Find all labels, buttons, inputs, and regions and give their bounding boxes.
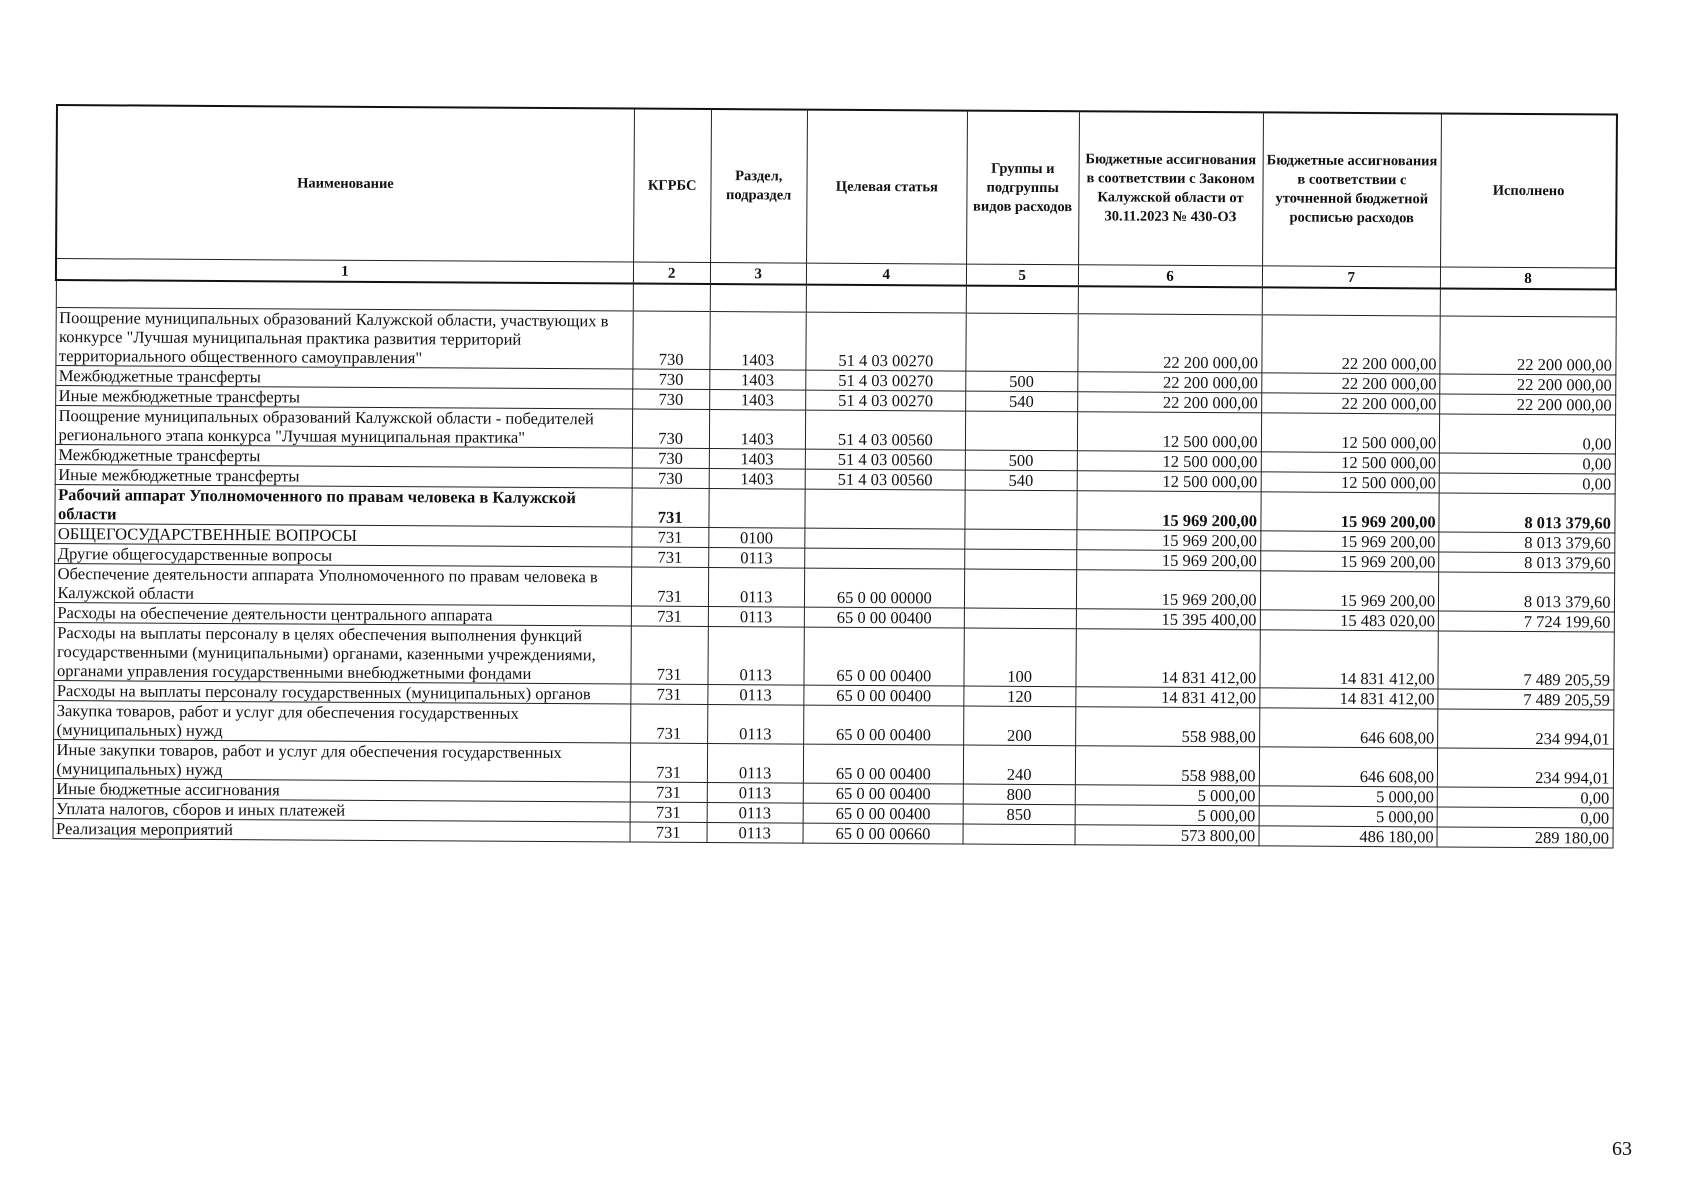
cell-refined-amount: 12 500 000,00 xyxy=(1261,413,1440,453)
cell-target: 51 4 03 00560 xyxy=(805,469,965,490)
cell-refined-amount: 14 831 412,00 xyxy=(1260,630,1439,689)
cell-executed-amount: 289 180,00 xyxy=(1437,827,1612,848)
cell-kgrbs: 730 xyxy=(633,369,710,389)
cell-target: 65 0 00 00400 xyxy=(804,685,964,706)
cell-group: 500 xyxy=(965,450,1077,471)
cell-law-amount: 573 800,00 xyxy=(1075,825,1259,846)
cell-target: 51 4 03 00560 xyxy=(805,449,965,470)
cell-target: 51 4 03 00270 xyxy=(806,370,966,391)
cell-name: Иные межбюджетные трансферты xyxy=(55,386,632,410)
column-number: 3 xyxy=(710,262,807,284)
cell-target: 65 0 00 00400 xyxy=(803,705,963,745)
cell-law-amount: 5 000,00 xyxy=(1075,785,1259,806)
cell-section: 0113 xyxy=(707,743,804,783)
cell-refined-amount: 12 500 000,00 xyxy=(1261,472,1440,493)
cell-section: 1403 xyxy=(709,448,806,469)
cell-law-amount: 12 500 000,00 xyxy=(1077,412,1261,452)
cell-kgrbs: 730 xyxy=(633,311,710,369)
cell-section: 0113 xyxy=(708,547,805,568)
cell-name: Другие общегосударственные вопросы xyxy=(54,543,631,567)
cell-name: ОБЩЕГОСУДАРСТВЕННЫЕ ВОПРОСЫ xyxy=(54,523,631,547)
cell-target: 65 0 00 00000 xyxy=(804,568,964,608)
cell-executed-amount: 0,00 xyxy=(1437,807,1612,828)
cell-group: 540 xyxy=(965,470,1077,491)
cell-kgrbs: 731 xyxy=(632,547,709,567)
cell-law-amount: 22 200 000,00 xyxy=(1077,392,1261,413)
cell-executed-amount: 0,00 xyxy=(1440,414,1616,454)
cell-section: 0113 xyxy=(707,802,804,823)
cell-kgrbs: 731 xyxy=(631,606,708,626)
cell-target: 51 4 03 00560 xyxy=(805,410,965,450)
cell-kgrbs: 731 xyxy=(630,802,707,822)
budget-table xyxy=(52,104,1618,849)
cell-name: Поощрение муниципальных образований Калужской области, участвующих в конкурсе "Лучшая муниципальная практика развития территорий территориального общественного самоуправления" xyxy=(55,308,633,370)
cell-executed-amount: 0,00 xyxy=(1437,787,1612,808)
cell-law-amount: 558 988,00 xyxy=(1075,746,1259,786)
column-number: 1 xyxy=(56,259,633,284)
cell-refined-amount: 15 483 020,00 xyxy=(1260,610,1439,631)
header-refined: Бюджетные ассигнования в соответствии с уточненной бюджетной росписью расходов xyxy=(1262,112,1441,267)
column-number: 4 xyxy=(806,263,966,285)
cell-target xyxy=(805,548,965,569)
cell-section: 0100 xyxy=(708,527,805,548)
cell-executed-amount: 22 200 000,00 xyxy=(1440,316,1616,375)
cell-kgrbs: 731 xyxy=(631,684,708,704)
cell-kgrbs: 730 xyxy=(632,468,709,488)
cell-group xyxy=(965,411,1077,451)
cell-refined-amount: 12 500 000,00 xyxy=(1261,452,1440,473)
cell-law-amount: 15 969 200,00 xyxy=(1076,530,1260,551)
cell-name: Расходы на обеспечение деятельности центрального аппарата xyxy=(54,602,631,626)
cell-law-amount: 12 500 000,00 xyxy=(1077,451,1261,472)
cell-section: 0113 xyxy=(707,782,804,803)
cell-refined-amount: 486 180,00 xyxy=(1259,826,1438,847)
cell-kgrbs: 730 xyxy=(632,409,709,448)
column-number: 6 xyxy=(1078,265,1262,288)
cell-group xyxy=(965,529,1077,550)
cell-refined-amount: 22 200 000,00 xyxy=(1261,315,1440,374)
cell-executed-amount: 8 013 379,60 xyxy=(1439,493,1615,533)
cell-refined-amount: 646 608,00 xyxy=(1259,708,1438,748)
header-section: Раздел, подраздел xyxy=(710,109,807,263)
cell-kgrbs: 731 xyxy=(631,626,708,684)
cell-law-amount: 5 000,00 xyxy=(1075,805,1259,826)
cell-name: Рабочий аппарат Уполномоченного по правам человека в Калужской области xyxy=(54,484,632,527)
cell-refined-amount: 15 969 200,00 xyxy=(1260,551,1439,572)
cell-target: 51 4 03 00270 xyxy=(806,312,966,371)
cell-law-amount: 558 988,00 xyxy=(1075,707,1259,747)
cell-refined-amount: 22 200 000,00 xyxy=(1261,373,1440,394)
cell-target: 51 4 03 00270 xyxy=(806,390,966,411)
cell-law-amount: 15 969 200,00 xyxy=(1076,550,1260,571)
cell-group: 800 xyxy=(963,784,1075,805)
cell-section: 0113 xyxy=(707,822,804,843)
column-number: 8 xyxy=(1441,267,1616,290)
cell-refined-amount: 14 831 412,00 xyxy=(1259,688,1438,709)
cell-name: Расходы на выплаты персоналу государственных (муниципальных) органов xyxy=(53,680,630,704)
header-executed: Исполнено xyxy=(1441,113,1617,268)
cell-section: 0113 xyxy=(708,567,805,607)
cell-law-amount: 15 969 200,00 xyxy=(1076,491,1260,531)
cell-group: 200 xyxy=(963,706,1075,746)
cell-law-amount: 15 395 400,00 xyxy=(1076,609,1260,630)
cell-name: Иные закупки товаров, работ и услуг для обеспечения государственных (муниципальных) нужд xyxy=(53,739,631,782)
cell-section: 1403 xyxy=(709,468,806,489)
cell-group xyxy=(963,824,1075,845)
header-target: Целевая статья xyxy=(806,110,967,264)
cell-section: 1403 xyxy=(709,311,806,370)
cell-refined-amount: 15 969 200,00 xyxy=(1261,492,1440,532)
cell-kgrbs: 730 xyxy=(632,448,709,468)
column-number: 2 xyxy=(633,262,710,284)
cell-target: 65 0 00 00400 xyxy=(804,627,964,686)
header-name: Наименование xyxy=(56,105,634,262)
cell-kgrbs: 731 xyxy=(631,567,708,606)
cell-target xyxy=(805,489,965,529)
cell-name: Межбюджетные трансферты xyxy=(55,366,632,390)
cell-name: Поощрение муниципальных образований Калужской области - победителей регионального этапа конкурса "Лучшая муниципальная практика" xyxy=(55,406,633,449)
cell-group xyxy=(965,490,1077,530)
header-row xyxy=(56,105,1617,268)
cell-kgrbs: 730 xyxy=(632,389,709,409)
cell-law-amount: 14 831 412,00 xyxy=(1075,687,1259,708)
cell-group: 500 xyxy=(966,371,1078,392)
cell-law-amount: 15 969 200,00 xyxy=(1076,570,1260,610)
column-number: 7 xyxy=(1262,266,1441,289)
cell-executed-amount: 234 994,01 xyxy=(1438,709,1614,749)
budget-sheet xyxy=(52,104,1618,849)
cell-kgrbs: 731 xyxy=(630,743,707,782)
table-row xyxy=(55,308,1615,376)
cell-section: 0113 xyxy=(707,684,804,705)
header-law: Бюджетные ассигнования в соответствии с Законом Калужской области от 30.11.2023 № 430-ОЗ xyxy=(1078,111,1263,266)
cell-target: 65 0 00 00400 xyxy=(804,607,964,628)
cell-section: 0113 xyxy=(708,606,805,627)
cell-group: 540 xyxy=(965,391,1077,412)
cell-executed-amount: 0,00 xyxy=(1439,453,1614,474)
cell-executed-amount: 8 013 379,60 xyxy=(1439,572,1615,612)
cell-refined-amount: 22 200 000,00 xyxy=(1261,393,1440,414)
cell-executed-amount: 8 013 379,60 xyxy=(1439,532,1614,553)
cell-group: 100 xyxy=(964,628,1076,687)
cell-group: 240 xyxy=(963,745,1075,785)
cell-executed-amount: 22 200 000,00 xyxy=(1440,374,1615,395)
cell-executed-amount: 7 489 205,59 xyxy=(1438,689,1613,710)
cell-section: 1403 xyxy=(709,389,806,410)
cell-section xyxy=(708,488,805,528)
cell-name: Иные межбюджетные трансферты xyxy=(55,464,632,488)
cell-refined-amount: 15 969 200,00 xyxy=(1260,571,1439,611)
cell-name: Обеспечение деятельности аппарата Уполномоченного по правам человека в Калужской области xyxy=(54,563,632,606)
cell-name: Закупка товаров, работ и услуг для обеспечения государственных (муниципальных) нужд xyxy=(53,700,631,743)
cell-refined-amount: 646 608,00 xyxy=(1259,747,1438,787)
cell-target: 65 0 00 00400 xyxy=(803,783,963,804)
cell-kgrbs: 731 xyxy=(632,488,709,527)
cell-refined-amount: 15 969 200,00 xyxy=(1260,531,1439,552)
cell-target: 65 0 00 00400 xyxy=(803,744,963,784)
cell-group xyxy=(966,313,1078,372)
cell-name: Иные бюджетные ассигнования xyxy=(53,778,630,802)
cell-target: 65 0 00 00660 xyxy=(803,823,963,844)
cell-name: Расходы на выплаты персоналу в целях обеспечения выполнения функций государственными (муниципальными) органами, казенными учреждениями, органами управления государственными внебюджетными фондами xyxy=(53,622,631,684)
cell-group: 850 xyxy=(963,804,1075,825)
cell-refined-amount: 5 000,00 xyxy=(1259,786,1438,807)
cell-kgrbs: 731 xyxy=(630,822,707,842)
cell-section: 0113 xyxy=(707,704,804,744)
cell-name: Межбюджетные трансферты xyxy=(55,444,632,468)
cell-refined-amount: 5 000,00 xyxy=(1259,806,1438,827)
cell-group xyxy=(964,608,1076,629)
cell-executed-amount: 7 724 199,60 xyxy=(1438,611,1613,632)
cell-kgrbs: 731 xyxy=(630,704,707,743)
cell-section: 0113 xyxy=(707,626,804,685)
cell-executed-amount: 8 013 379,60 xyxy=(1439,552,1614,573)
column-number: 5 xyxy=(966,264,1078,286)
page-number: 63 xyxy=(1612,1138,1632,1160)
header-groups: Группы и подгруппы видов расходов xyxy=(966,111,1079,265)
cell-section: 1403 xyxy=(709,409,806,449)
table-body xyxy=(53,280,1616,848)
cell-law-amount: 12 500 000,00 xyxy=(1077,471,1261,492)
cell-kgrbs: 731 xyxy=(632,527,709,547)
cell-executed-amount: 0,00 xyxy=(1439,473,1614,494)
cell-section: 1403 xyxy=(709,369,806,390)
cell-law-amount: 22 200 000,00 xyxy=(1077,372,1261,393)
cell-target: 65 0 00 00400 xyxy=(803,803,963,824)
cell-executed-amount: 7 489 205,59 xyxy=(1438,631,1614,690)
cell-group: 120 xyxy=(964,686,1076,707)
cell-executed-amount: 234 994,01 xyxy=(1438,748,1614,788)
table-row xyxy=(53,622,1613,690)
cell-target xyxy=(805,528,965,549)
cell-group xyxy=(964,569,1076,609)
cell-kgrbs: 731 xyxy=(630,782,707,802)
cell-law-amount: 22 200 000,00 xyxy=(1077,314,1261,373)
cell-name: Реализация мероприятий xyxy=(53,818,630,842)
cell-name: Уплата налогов, сборов и иных платежей xyxy=(53,798,630,822)
cell-law-amount: 14 831 412,00 xyxy=(1076,629,1260,688)
header-kgrbs: КГРБС xyxy=(633,109,711,263)
cell-executed-amount: 22 200 000,00 xyxy=(1440,394,1615,415)
cell-group xyxy=(965,549,1077,570)
